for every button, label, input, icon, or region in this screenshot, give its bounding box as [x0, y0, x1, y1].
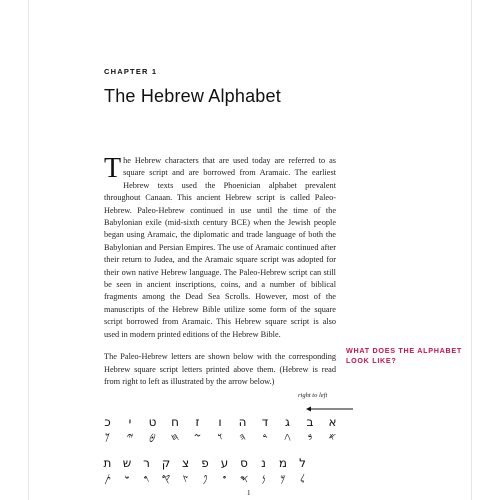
- square-letter: ח: [171, 415, 179, 429]
- paleo-letter: 𐤎: [239, 474, 249, 485]
- paleo-letter: 𐤊: [105, 432, 110, 443]
- square-letter: י: [128, 415, 132, 429]
- square-letter: ו: [218, 415, 222, 429]
- page-number: 1: [247, 489, 251, 497]
- paleo-letter: 𐤃: [262, 432, 268, 443]
- paleo-letter: 𐤌: [280, 474, 286, 485]
- square-letter: פ: [201, 456, 209, 470]
- paleo-hebrew-row-2: [100, 474, 310, 485]
- paleo-letter: 𐤏: [222, 474, 227, 485]
- paleo-letter: 𐤍: [261, 474, 266, 485]
- paleo-letter: 𐤆: [193, 432, 202, 443]
- square-letter: ה: [238, 415, 247, 429]
- square-script-row-1: [100, 415, 340, 429]
- paleo-letter: 𐤒: [161, 474, 171, 485]
- paleo-letter: 𐤁: [307, 432, 313, 443]
- square-letter: מ: [278, 456, 288, 470]
- paleo-letter: 𐤂: [284, 432, 291, 443]
- square-letter: ר: [143, 456, 150, 470]
- paleo-letter: 𐤅: [217, 432, 223, 443]
- intro-paragraph: [104, 155, 336, 341]
- right-to-left-arrow-icon: [306, 405, 354, 413]
- square-letter: ס: [240, 456, 248, 470]
- chapter-label: CHAPTER 1: [104, 67, 158, 76]
- drop-cap: T: [104, 153, 122, 184]
- square-script-row-2: [100, 456, 310, 470]
- paleo-letter: 𐤑: [182, 474, 189, 485]
- square-letter: ת: [103, 456, 112, 470]
- square-letter: נ: [261, 456, 266, 470]
- square-letter: צ: [181, 456, 190, 470]
- chapter-title: The Hebrew Alphabet: [104, 86, 281, 106]
- paleo-letter: 𐤓: [143, 474, 150, 485]
- paleo-letter: 𐤉: [126, 432, 134, 443]
- alphabet-intro-paragraph: The Paleo-Hebrew letters are shown below with the corresponding Hebrew square script letters printed above them. (Hebrew is read from right to left as illustrated by the arrow below.): [104, 352, 336, 386]
- square-letter: ע: [220, 456, 229, 470]
- square-letter: ז: [195, 415, 200, 429]
- square-letter: ש: [122, 456, 132, 470]
- paleo-letter: 𐤈: [149, 432, 156, 443]
- paleo-letter: 𐤀: [328, 432, 337, 443]
- sidebar-heading: WHAT DOES THE ALPHABET LOOK LIKE?: [346, 346, 463, 366]
- paleo-letter: 𐤔: [124, 474, 130, 485]
- paleo-letter: 𐤇: [170, 432, 180, 443]
- square-letter: כ: [104, 415, 111, 429]
- square-letter: ל: [299, 456, 306, 470]
- square-letter: ק: [161, 456, 171, 470]
- intro-paragraph-text: he Hebrew characters that are used today are referred to as square script and are borrowed from Aramaic. The earliest Hebrew texts used the Phoenician alphabet prevalent throughout Canaan. This ancient Hebrew script is called Paleo-Hebrew. Paleo-Hebrew continued in use until the time of the Babylonian exile (mid-sixth century BCE) when the Jewish people began using Aramaic, the diplomatic and trade language of both the Babylonian and Persian Empires. The use of Aramaic continued after their return to Judea, and the Aramaic square script was adopted for their own native Hebrew language. The Paleo-Hebrew script can still be seen in ancient inscriptions, coins, and a number of biblical fragments among the Dead Sea Scrolls. However, most of the manuscripts of the Hebrew Bible utilize some form of the square script borrowed from Aramaic. This Hebrew square script is also used in modern printed editions of the Hebrew Bible.: [104, 156, 336, 339]
- square-letter: ב: [306, 415, 314, 429]
- paleo-letter: 𐤄: [239, 432, 246, 443]
- paleo-letter: 𐤕: [104, 474, 111, 485]
- main-text: [104, 155, 336, 398]
- paleo-letter: 𐤋: [300, 474, 305, 485]
- paleo-hebrew-row-1: [100, 432, 340, 443]
- direction-label: right to left: [298, 392, 328, 399]
- square-letter: ד: [261, 415, 269, 429]
- square-letter: ג: [285, 415, 290, 429]
- square-letter: ט: [148, 415, 157, 429]
- square-letter: א: [328, 415, 337, 429]
- paleo-letter: 𐤐: [202, 474, 208, 485]
